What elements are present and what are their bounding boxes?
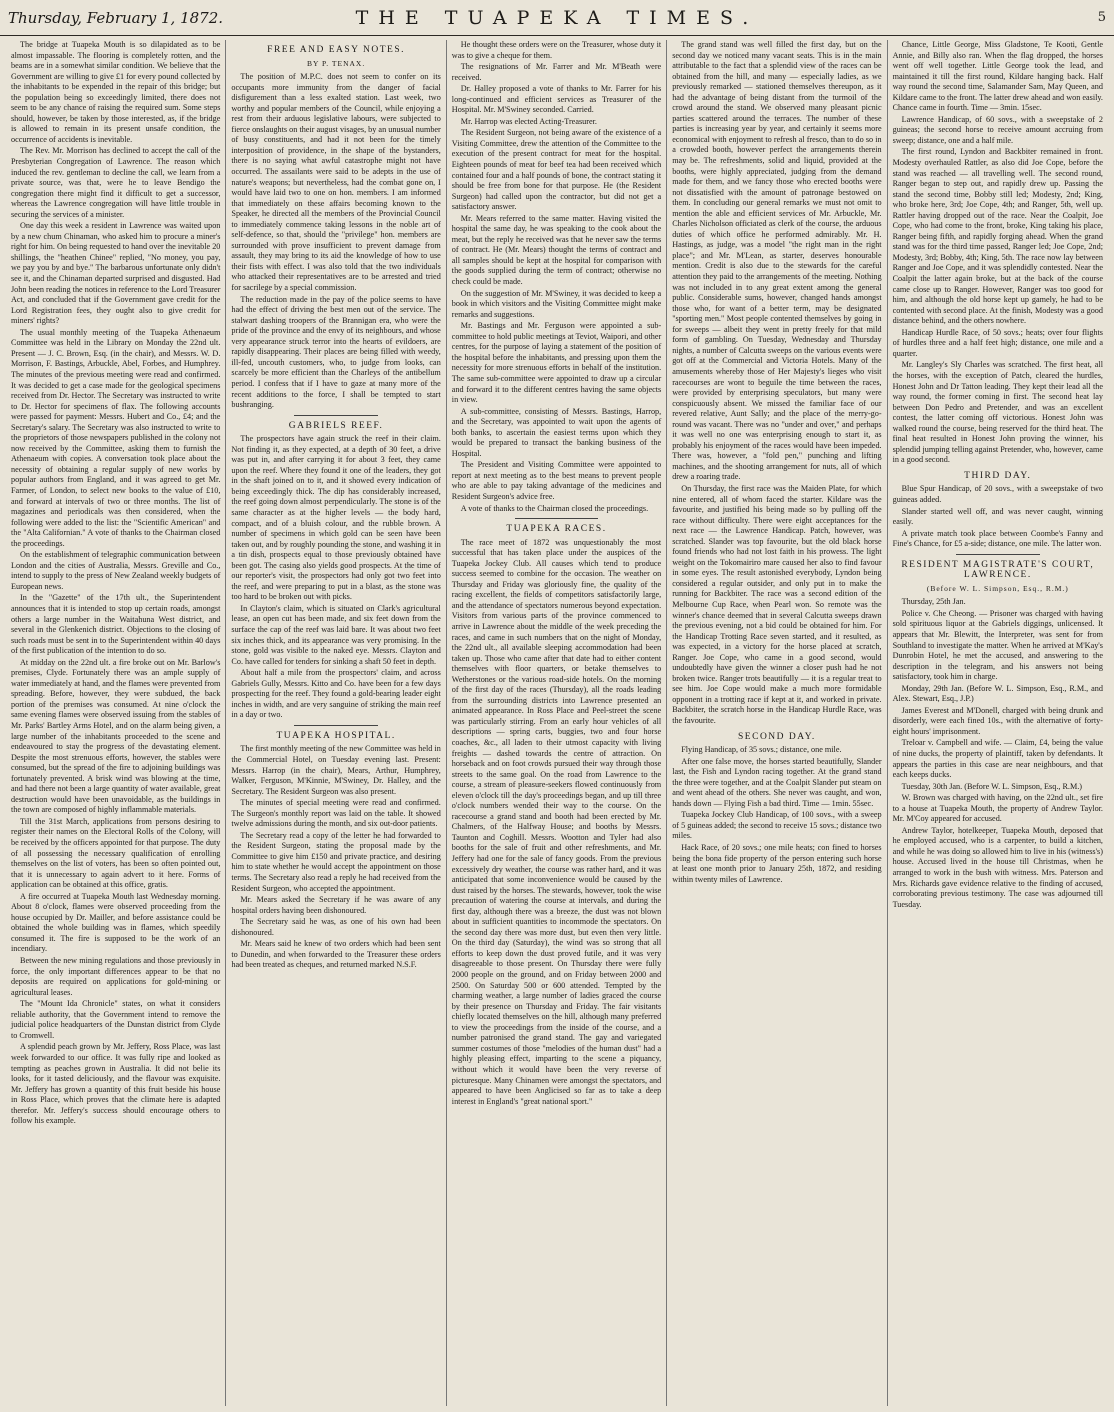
divider bbox=[294, 725, 378, 726]
paragraph: Till the 31st March, applications from persons desiring to register their names on the Electoral Rolls of the Colony, will be received by the officers appointed for that purpose. The duty of all possessing the necessary qualification of enrolling themselves on the list of voters, has been so often pointed out, that it is unnecessary to again advert to it here. Forms of application can be obtained at this office, gratis. bbox=[11, 816, 221, 890]
paragraph: He thought these orders were on the Treasurer, whose duty it was to give a cheque for them. bbox=[451, 40, 662, 60]
column-4 bbox=[667, 40, 887, 1406]
issue-date: Thursday, February 1, 1872. bbox=[8, 8, 224, 27]
paragraph: The prospectors have again struck the reef in their claim. Not finding it, as they expected, at a depth of 30 feet, a drive was put in, and after carrying it for about 3 feet, they came upon the reef. Where they found it one of the leaders, they got in the shaft joined on to it, and it showed every indication of being exceedingly thick. The dip has considerably increased, the reef going down almost perpendicularly. The stone is of the same character as at the higher levels — the body hard, compact, and of a bluish colour, and the rubble brown. A number of specimens in which gold can be seen have been taken out, and by roughly pounding the stone, and washing it in a tin dish, prospects equal to those previously obtained have been got. The casing also yields good prospects. At the time of our reporter's visit, the prospectors had only got two feet into the reef, and were preparing to put in a blast, as the stone was too hard to be broken out with picks. bbox=[231, 434, 441, 602]
paragraph: The first monthly meeting of the new Committee was held in the Commercial Hotel, on Tuesday evening last. Present: Messrs. Harrop (in the chair), Mears, Arthur, Humphrey, Walker, Ferguson, M'Kinnie, M'Swiney, Dr. Halley, and the Secretary. The Resident Surgeon was also present. bbox=[231, 744, 441, 796]
paragraph: One day this week a resident in Lawrence was waited upon by a new chum Chinaman, who asked him to procure a miner's right for him. On being requested to hand over the inevitable 20 shillings, the "heathen Chinee" replied, "No money, you pay, we pay you by and bye." The barbarous unfortunate only didn't see it, and the Chinaman departed surprised and disgusted. Had John been reading the notices in reference to the Lord Treasurer Act, and concluded that if the Government gave credit for the Lord Registration fees, they ought also to give credit for miners' rights? bbox=[11, 221, 221, 326]
paragraph: Tuapeka Jockey Club Handicap, of 100 sovs., with a sweep of 5 guineas added; the second to receive 15 sovs.; distance two miles. bbox=[672, 810, 882, 841]
divider bbox=[956, 554, 1040, 555]
heading-third-day: THIRD DAY. bbox=[964, 470, 1032, 481]
paragraph: A private match took place between Coombe's Fanny and Fine's Chance, for £5 a-side; distance, one mile. The latter won. bbox=[892, 528, 1103, 549]
column-2 bbox=[226, 40, 446, 1406]
heading-tuapeka-hospital: TUAPEKA HOSPITAL. bbox=[276, 730, 396, 741]
heading-gabriels-reef: GABRIELS REEF. bbox=[288, 420, 384, 431]
paragraph: The minutes of special meeting were read and confirmed. The Surgeon's monthly report was laid on the table. It showed twelve admissions during the month, and six out-door patients. bbox=[231, 798, 441, 829]
paragraph: Mr. Harrop was elected Acting-Treasurer. bbox=[460, 116, 597, 126]
paragraph: The usual monthly meeting of the Tuapeka Athenaeum Committee was held in the Library on Monday the 22nd ult. Present — J. C. Brown, Esq. (in the chair), and Messrs. W. D. Morrison, F. Bastings, Arbuckle, Abel, Forbes, and Humphrey. The minutes of the previous meeting were read and confirmed. It was decided to get a case made for the geological specimens received from Dr. Hector. The Secretary was instructed to write to Dr. Hector for specimens of flax. The following accounts were passed for payment: Messrs. Hubert and Co., £4; and the Secretary's salary. The Secretary was also instructed to write to the proprietors of those newspapers published in the colony not now received by the Committee, asking them to furnish the Athenaeum with copies. A conversation took place about the necessity of obtaining a regular supply of new works by popular authors from England, and it was agreed to get Mr. Farmer, of London, to select new books to the value of £10, and forward at intervals of two or three months. The list of magazines and periodicals was then considered, when the following were added to the list: the "Scientific American" and the "Alta Californian." A vote of thanks to the Chairman closed the proceedings. bbox=[11, 327, 221, 548]
divider bbox=[515, 518, 599, 519]
paragraph: W. Brown was charged with having, on the 22nd ult., set fire to a house at Tuapeka Mouth, the property of Andrew Taylor. Mr. M'Coy appeared for accused. bbox=[892, 793, 1103, 824]
paragraph: Slander started well off, and was never caught, winning easily. bbox=[892, 506, 1103, 527]
paragraph: The Secretary read a copy of the letter he had forwarded to the Resident Surgeon, stating the proposal made by the Committee to give him £150 and private practice, and desiring him to state whether he would accept the appointment on those terms. The Secretary also read a reply he had received from the Resident Surgeon, who accepted the appointment. bbox=[231, 830, 441, 893]
column-1 bbox=[6, 40, 226, 1406]
paragraph: The race meet of 1872 was unquestionably the most successful that has taken place under the auspices of the Tuapeka Jockey Club. All causes which tend to produce success seemed to combine for the occasion. The weather on Thursday and Friday was gloriously fine, the quality of the racing excellent, the fields of competitors satisfactorily large, and the attendance of spectators numerous beyond expectation. Visitors from various parts of the province commenced to arrive in Lawrence about the middle of the week preceding the races, and came in such numbers that on the night of Monday, the 22nd ult., all available sleeping accommodation had been taken up. Those who came after that date had to either content themselves with floor quarters, or betake themselves to Wetherstones or the various road-side hotels. On the morning of the first day of the races (Thursday), all the roads leading from the surrounding districts into Lawrence presented an animated appearance. In Ross Place and Peel-street the scene was particularly stirring. From an early hour vehicles of all descriptions — spring carts, buggies, two and four horse coaches, &c., all laden to their utmost capacity with living freights — dashed towards the centre of attraction. On horseback and on foot crowds pursued their way through those streets to the same goal. On the road from Lawrence to the course, a stream of pleasure-seekers flowed continuously from eleven o'clock till the day's proceedings began, and up till three o'clock numbers wended their way to the course. On the racecourse a grand stand and booth had been erected by Mr. Chalmers, of the Halfway House; and booths by Messrs. Taunton and Coghill. Messrs. Wootton and Tyler had also booths for the sale of fruit and other refreshments, and Mr. Jeffery had one for the sale of fancy goods. From the previous excessively dry weather, the course was rather hard, and it was anticipated that some inconvenience would be caused by the dust raised by the horses. The stewards, however, took the wise precaution of watering the course at intervals, and during the first day, although there was a breeze, the dust was not blown about in sufficient quantities to incommode the spectators. On the second day there was more dust, but even then very little. On the third day (Saturday), the wind was so strong that all efforts to keep down the dust proved futile, and it was very disagreeable to those present. On Thursday there were fully 2000 people on the ground, and on Friday between 2000 and 2500. On Saturday 500 or 600 attended. Tempted by the charming weather, a large number of ladies graced the course by their presence on Thursday and Friday. The fair visitants chiefly located themselves on the hill, although many preferred to view the proceedings from the inside of the course, and a number patronised the grand stand. The gay and variegated summer costumes of those "melodies of the human dust" had a highly pleasing effect, imparting to the scene a piquancy, without which it would have been the very reverse of picturesque. Many Chinamen were amongst the spectators, and appeared to have been Anglicised so far as to take a deep interest in England's "great national sport." bbox=[451, 537, 662, 1106]
court-subheading: (Before W. L. Simpson, Esq., R.M.) bbox=[926, 583, 1069, 593]
paragraph: Andrew Taylor, hotelkeeper, Tuapeka Mouth, deposed that he employed accused, who is a carpenter, to build a kitchen, and while he was doing so allowed him to live in his (witness's) house. Accused lived in the house till Christmas, when he arranged to work in the bush with witness. Mrs. Paterson and Mrs. Richards gave evidence relative to the finding of accused, corroborating previous testimony. The case was adjourned till Tuesday. bbox=[892, 825, 1103, 909]
paragraph: The reduction made in the pay of the police seems to have had the effect of driving the best men out of the service. The stalwart dashing troopers of the Brannigan era, who were the pride of the province and the envy of its neighbours, and whose very appearance struck terror into the hearts of evildoers, are rapidly disappearing. Their places are being filled with weedy, ill-fed, uncouth customers, who, to judge from looks, can scarcely be more efficient than the Charleys of the antibellum period. I confess that if I have to gaze at many more of the recent additions to the force, I shall be tempted to start bushranging. bbox=[231, 294, 441, 410]
paragraph: The first round, Lyndon and Backbiter remained in front. Modesty overhauled Rattler, as also did Joe Cope, before the stand was reached — all travelling well. The second round, Ranger began to step out, and rapidly drew up. Passing the stand the second time, Bobby still led; Modesty, 2nd; King, who broke here, 3rd; Joe Cope, 4th; and Ranger, 5th, well up. Rattler having dropped out of the race. Near the Coalpit, Joe Cope, who had come to the front, broke, King taking his place, Ranger being fifth, and rapidly forging ahead. When the grand stand was for the third time passed, Ranger led; Joe Cope, 2nd; Modesty, 3rd; Bobby, 4th; King, 5th. The race now lay between Ranger and Joe Cope, and it was splendidly contested. Near the Coalpit the latter again broke, but at the back of the course came close up to Ranger. However, Ranger was too good for him, and although the old horse kept up gamely, he had to be contented with second place. At the finish, Modesty was a good distance behind, and the others nowhere. bbox=[892, 147, 1103, 326]
paragraph: The position of M.P.C. does not seem to confer on its occupants more immunity from the danger of facial disfigurement than a less exalted station. Last week, two worthy and popular members of the Council, while enjoying a rest from their arduous legislative labours, were subjected to fierce onslaughts on their august visages, by an unusual number of busy constituents, and had it not been for the timely interposition of providence, in the shape of the bystanders, there is no saying what awful catastrophe might not have occurred. The assailants were said to be adepts in the use of nature's weapons; but nevertheless, had the combat gone on, I would have laid two to one on hon. members. I am informed that immediately on these affairs becoming known to the Speaker, he directed all the members of the Provincial Council to immediately commence taking lessons in the noble art of self-defence, so that, should the "privilege" hon. members are surrounded with prove insufficient to prevent damage from assault, they may bring to its aid the knowledge of how to use their fists with effect. I was also told that the two individuals who attacked their representatives are to be arrested and tried for sacrilege by a special commission. bbox=[231, 72, 441, 293]
paper-title: THE TUAPEKA TIMES. bbox=[355, 6, 759, 29]
paragraph: Mr. Langley's Sly Charles was scratched. The first heat, all the horses, with the exception of Patch, cleared the hurdles, Honest John and Dr Tatton leading. They kept their lead all the way round, the former coming in first. The second heat lay between Don Pedro and Pretender, and was an excellent contest, the latter coming off victorious. Honest John was walked round the course, being reserved for the third heat. The final heat resulted in Honest John proving the winner, his splendid jumping telling against Pretender, who, however, came in a good second. bbox=[892, 360, 1103, 465]
paragraph: The Secretary said he was, as one of his own had been dishonoured. bbox=[231, 917, 441, 937]
paragraph: The grand stand was well filled the first day, but on the second day we noticed many vacant seats. This is in the main attributable to the fact that a splendid view of the races can be obtained from the hill, and many — especially ladies, as we previously remarked — stationed themselves thereupon, as it had the advantage of being distant from the turmoil of the crowd around the stand. We observed many pleasant picnic parties scattered around the terraces. The number of these parties is increasing year by year, and certainly it seems more economical with enjoyment to refresh al fresco, than to do so in a crowded booth, however perfect the arrangements therein may be. The refreshments, solid and liquid, provided at the booths, were highly appreciated, judging from the demand made for them, and we fancy those who erected booths were not dissatisfied with the amount of patronage bestowed on them. In concluding our general remarks we must not omit to mention the able and efficient services of Mr. Arbuckle, Mr. Charles Nicholson officiated as clerk of the course, the arduous duties of which office he performed admirably. Mr. H. Hastings, as judge, was a model "the right man in the right place"; and Mr. M'Lean, as starter, deserves honourable mention. Credit is also due to the stewards for the careful attention they paid to the arrangements of the meeting. Nothing was not included in to any great extent among the general public. Considerable sums, however, changed hands amongst those who, for want of a better term, may be designated "sporting men." Most people contented themselves by going in for sweeps — albeit they went in pretty freely for that mild form of gambling. On Tuesday, Wednesday and Thursday nights, a number of Calcutta sweeps on the various events were got off at the Commercial and Victoria Hotels. Many of the amusements whereby those of Her Majesty's lieges who visit racecourses are wont to beguile the time between the races, were provided by enterprising speculators, but many were conspicuously absent. We missed the familiar face of our revered relative, Aunt Sally; and the place of the merry-go-round was vacant. There was no "under and over," and perhaps it was well no one was enterprising enough to start it, as probably his enjoyment of the races would have been impeded. There was, however, a "fold pen," punching and lifting machines, and the shooting arrangement for nuts, all of which drew a roaring trade. bbox=[672, 40, 882, 482]
paragraph: Mr. Bastings and Mr. Ferguson were appointed a sub-committee to hold public meetings at Teviot, Waipori, and other centres, for the purpose of laying a statement of the position of the hospital before the inhabitants, and pressing upon them the necessity for more strenuous efforts in behalf of the institution. The same sub-committee were appointed to draw up a circular and forward it to the different centres having the same objects in view. bbox=[451, 321, 662, 405]
paragraph: The President and Visiting Committee were appointed to report at next meeting as to the best means to prevent people who are able to pay taking advantage of the medicines and Resident Surgeon's advice free. bbox=[451, 460, 662, 501]
article-columns bbox=[6, 40, 1108, 1406]
paragraph: Tuesday, 30th Jan. (Before W. L. Simpson, Esq., R.M.) bbox=[901, 781, 1083, 791]
paragraph: A sub-committee, consisting of Messrs. Bastings, Harrop, and the Secretary, was appointed to wait upon the agents of both banks, to ascertain the easiest terms upon which they would be prepared to transact the banking business of the Hospital. bbox=[451, 406, 662, 458]
heading-magistrates-court: RESIDENT MAGISTRATE'S COURT, LAWRENCE. bbox=[901, 559, 1095, 581]
paragraph: Police v. Che Cheong. — Prisoner was charged with having sold spirituous liquor at the Gabriels diggings, unlicensed. It appears that Mr. Blewitt, the Interpreter, was sent for from Southland to investigate the matter. When he arrived at M'Kay's Dunrobin Hotel, he met the accused, and answering to the description in the telegram, and his answers not being satisfactory, took him in charge. bbox=[892, 608, 1103, 682]
paragraph: Dr. Halley proposed a vote of thanks to Mr. Farrer for his long-continued and efficient services as Treasurer of the Hospital. Mr. M'Swiney seconded. Carried. bbox=[451, 84, 662, 115]
paragraph: Mr. Mears said he knew of two orders which had been sent to Dunedin, and when forwarded to the Treasurer these orders had been treated as cheques, and returned marked N.S.F. bbox=[231, 939, 441, 970]
paragraph: A vote of thanks to the Chairman closed the proceedings. bbox=[460, 503, 649, 513]
page-number: 5 bbox=[1097, 10, 1106, 25]
paragraph: On the establishment of telegraphic communication between London and the cities of Australia, Messrs. Greville and Co., intend to supply to the press of New Zealand weekly budgets of European news. bbox=[11, 550, 221, 591]
paragraph: James Everest and M'Donell, charged with being drunk and disorderly, were each fined 10s., with the alternative of forty-eight hours' imprisonment. bbox=[892, 705, 1103, 736]
column-3 bbox=[447, 40, 667, 1406]
masthead bbox=[0, 0, 1114, 36]
paragraph: Monday, 29th Jan. (Before W. L. Simpson, Esq., R.M., and Alex. Stewart, Esq., J.P.) bbox=[892, 683, 1103, 704]
paragraph: Chance, Little George, Miss Gladstone, Te Kooti, Gentle Annie, and Billy also ran. When the flag dropped, the horses went off well together. Little George took the lead, and maintained it till the first round, Kildare hanging back. Half way round the second time, Salamander Sam, May Queen, and Kildare came to the front. The latter drew ahead and won easily. Chance came in fourth. Time — 3min. 15sec. bbox=[892, 40, 1103, 113]
paragraph: Treloar v. Campbell and wife. — Claim, £4, being the value of nine ducks, the property of plaintiff, taken by defendants. It appears the parties in this case are near neighbours, and that each keeps ducks. bbox=[892, 738, 1103, 780]
paragraph: Mr. Mears referred to the same matter. Having visited the hospital the same day, he was speaking to the cook about the meat, but the reply he received was that he never saw the terms of contract. He (Mr. Mears) thought the terms of contract and all samples should be kept at the hospital for comparison with the goods supplied during the term of contract; otherwise no check could be made. bbox=[451, 213, 662, 287]
paragraph: Mr. Mears asked the Secretary if he was aware of any hospital orders having been dishonoured. bbox=[231, 895, 441, 915]
paragraph: Hack Race, of 20 sovs.; one mile heats; con fined to horses being the bona fide property of the person entering such horse at least one month prior to January 25th, 1872, and residing within twenty miles of Lawrence. bbox=[672, 843, 882, 884]
paragraph: In Clayton's claim, which is situated on Clark's agricultural lease, an open cut has been made, and six feet down from the surface the cap of the reef was laid bare. It was about two feet six inches thick, and its appearance was very promising. In the stone, gold was visible to the naked eye. Messrs. Clayton and Co. have called for tenders for sinking a shaft 50 feet in depth. bbox=[231, 603, 441, 666]
column-5 bbox=[888, 40, 1108, 1406]
heading-free-and-easy-notes: FREE AND EASY NOTES. bbox=[267, 45, 406, 55]
paragraph: The resignations of Mr. Farrer and Mr. M'Beath were received. bbox=[451, 62, 662, 82]
paragraph: Thursday, 25th Jan. bbox=[901, 597, 966, 607]
paragraph: About half a mile from the prospectors' claim, and across Gabriels Gully, Messrs. Kitto and Co. have been for a few days prospecting for the reef. They found a gold-bearing leader eight inches in width, and are very sanguine of striking the main reef in a day or two. bbox=[231, 668, 441, 720]
paragraph: Lawrence Handicap, of 60 sovs., with a sweepstake of 2 guineas; the second horse to receive amount accruing from sweep; distance, one and a half mile. bbox=[892, 114, 1103, 145]
paragraph: Blue Spur Handicap, of 20 sovs., with a sweepstake of two guineas added. bbox=[892, 484, 1103, 504]
divider bbox=[294, 415, 378, 416]
paragraph: The Rev. Mr. Morrison has declined to accept the call of the Presbyterian Congregation of Lawrence. The reason which induced the rev. gentleman to decline the call, we learn from a private source, was that, were he to leave Bendigo the congregation there might find it difficult to get a successor, whereas the Lawrence congregation will have little trouble in securing the services of a minister. bbox=[11, 146, 221, 219]
paragraph: On Thursday, the first race was the Maiden Plate, for which nine entered, all of whom faced the starter. Kildare was the favourite, and justified his being made so by pulling off the race without difficulty. There were eight acceptances for the next race — the Lawrence Handicap. Patch, however, was scratched. Slander was top favourite, but the old black horse found friends who had not lost faith in his prowess. The light weight on the Tokomairiro mare caused her also to find favour in some eyes. The result astonished everybody, Lyndon being considered a regular outsider, and only put in to make the running for Backbiter. The race was a second edition of the Melbourne Cup Race, when Pearl won. So remote was the winner's chance deemed that in several Calcutta sweeps drawn the previous evening, not a bid could be obtained for him. For the Handicap Trotting Race seven started, and it resulted, as was expected, in a victory for the horse placed at scratch, Ranger. Joe Cope, who came in a good second, would undoubtedly have given the winner a closer push had he not broken twice. Ranger trots beautifully — it is a regular treat to see him. Joe Cope would make a much more formidable opponent in a trotting race if kept at it, and worked in private. Backbiter, the scratch horse in the Handicap Hurdle Race, was the favourite. bbox=[672, 483, 882, 725]
heading-tuapeka-races: TUAPEKA RACES. bbox=[506, 524, 607, 535]
paragraph: The bridge at Tuapeka Mouth is so dilapidated as to be almost impassable. The flooring is completely rotten, and the beams are in a somewhat similar condition. We believe that the Government are willing to give £1 for every pound collected by the inhabitants to be expended in the repair of this bridge; but the population being so exceedingly limited, there does not seem to be any chance of raising the required sum. Some steps should, however, be taken by those interested, as, if the bridge is allowed to remain in its present unsafe condition, the occurrence of accidents is inevitable. bbox=[11, 40, 221, 144]
byline: BY P. TENAX. bbox=[306, 58, 366, 68]
paragraph: After one false move, the horses started beautifully, Slander last, the Fish and Lyndon racing together. At the grand stand the three were together, and at the Coalpit Slander put steam on and went ahead of the others. She never was caught, and won, hands down — Flying Fish a bad third. Time — 1min. 55sec. bbox=[672, 756, 882, 808]
paragraph: A fire occurred at Tuapeka Mouth last Wednesday morning. About 8 o'clock, flames were observed proceeding from the house occupied by Dr. Mailler, and before assistance could be obtained the whole building was in flames, which speedily consumed it. The fire is supposed to be the work of an incendiary. bbox=[11, 891, 221, 954]
paragraph: The Resident Surgeon, not being aware of the existence of a Visiting Committee, drew the attention of the Committee to the execution of the present contract for meat for the hospital. Eighteen pounds of meat for beef tea had been received which contained four and a half pounds of bone, the contract stating it should be free from bone for that purpose. He (the Resident Surgeon) had called upon the contractor, but did not get a satisfactory answer. bbox=[451, 128, 662, 212]
paragraph: Handicap Hurdle Race, of 50 sovs.; heats; over four flights of hurdles three and a half feet high; distance, one mile and a quarter. bbox=[892, 327, 1103, 358]
paragraph: Flying Handicap, of 35 sovs.; distance, one mile. bbox=[681, 745, 842, 755]
paragraph: In the "Gazette" of the 17th ult., the Superintendent announces that it is intended to stop up certain roads, amongst others a large number in the Waitahuna West district, and several in the Glenkenich district. Objections to the closing of such roads must be sent in to the Superintendent within 40 days of the first publication of the intention to do so. bbox=[11, 593, 221, 656]
paragraph: Between the new mining regulations and those previously in force, the only important differences appear to be that no deposits are required on applications for gold-mining or agricultural leases. bbox=[11, 956, 221, 997]
paragraph: A splendid peach grown by Mr. Jeffery, Ross Place, was last week forwarded to our office. It was fully ripe and looked as tempting as peaches grown in Australia. It did not belie its looks, for it tasted deliciously, and the flavour was exquisite. Mr. Jeffery has grown a quantity of this fruit beside his house in Ross Place, which proves that the climate here is adapted therefor. Mr. Jeffery's success should encourage others to follow his example. bbox=[11, 1042, 221, 1126]
paragraph: On the suggestion of Mr. M'Swiney, it was decided to keep a book in which visitors and the Visiting Committee might make remarks and suggestions. bbox=[451, 288, 662, 319]
paragraph: At midday on the 22nd ult. a fire broke out on Mr. Barlow's premises, Clyde. Fortunately there was an ample supply of water immediately at hand, and the flames were prevented from spreading. Before, however, they were subdued, the back portion of the premises was consumed. At nine o'clock the same evening flames were observed issuing from the stables of Mr. Parks' Bartley Arms Hotel, and on the alarm being given, a large number of the inhabitants proceeded to the scene and endeavoured to stay the progress of the devastating element. Despite the most strenuous efforts, however, the stables were consumed, but the spread of the fire to adjoining buildings was fortunately prevented. A brisk wind was blowing at the time, and had there not been a large quantity of water available, great destruction would have been unavoidable, as the buildings in the town are composed of highly inflammable materials. bbox=[11, 657, 221, 815]
paragraph: The "Mount Ida Chronicle" states, on what it considers reliable authority, that the Government intend to remove the judicial police headquarters of the Dunstan district from Clyde to Cromwell. bbox=[11, 999, 221, 1040]
heading-second-day: SECOND DAY. bbox=[738, 731, 816, 742]
